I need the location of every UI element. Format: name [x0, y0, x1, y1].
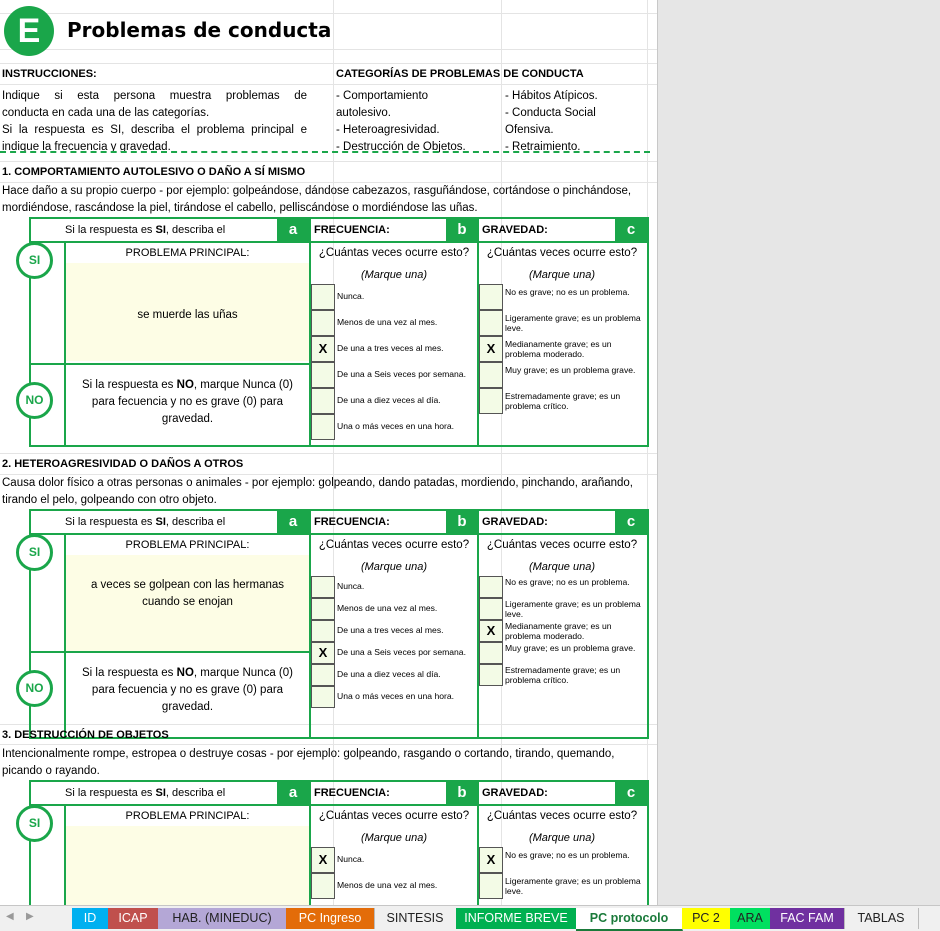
question-box [29, 780, 649, 905]
si-prompt [65, 516, 225, 529]
instructions-heading: INSTRUCCIONES: [2, 68, 97, 80]
sheet-tab[interactable]: TABLAS [844, 908, 919, 929]
frequency-hint: (Marque una) [360, 269, 428, 281]
dashed-divider [0, 151, 650, 153]
no-instructions-line: gravedad. [161, 701, 214, 713]
frequency-heading: FRECUENCIA: [314, 224, 390, 236]
frequency-checkbox[interactable] [311, 388, 335, 414]
frequency-checkbox[interactable] [311, 310, 335, 336]
frequency-checkbox[interactable] [311, 686, 335, 708]
no-text-bold: NO [176, 379, 194, 391]
column-letter-a: a [277, 511, 309, 533]
frequency-question: ¿Cuántas veces ocurre esto? [318, 247, 470, 259]
sheet-tab[interactable]: PC 2 [682, 908, 731, 929]
severity-checkbox[interactable] [479, 388, 503, 414]
frequency-checkbox[interactable]: X [311, 642, 335, 664]
question-box [29, 217, 649, 447]
frequency-option: Una o más veces en una hora. [337, 691, 455, 701]
severity-checkbox[interactable] [479, 310, 503, 336]
frequency-option: De una a tres veces al mes. [337, 625, 444, 635]
frequency-option: De una a tres veces al mes. [337, 343, 444, 353]
si-prompt-text: Si la respuesta es [65, 787, 153, 799]
severity-checkbox[interactable] [479, 642, 503, 664]
frequency-hint: (Marque una) [360, 561, 428, 573]
si-prompt-tail: , describa el [165, 787, 226, 799]
categories-heading: CATEGORÍAS DE PROBLEMAS DE CONDUCTA [336, 68, 584, 80]
si-prompt-bold: SI [155, 224, 166, 236]
frequency-question: ¿Cuántas veces ocurre esto? [318, 810, 470, 822]
severity-question: ¿Cuántas veces ocurre esto? [486, 539, 638, 551]
frequency-option: Una o más veces en una hora. [337, 421, 455, 431]
severity-option: Medianamente grave; es un problema moderado. [505, 621, 612, 641]
si-circle: SI [16, 805, 53, 842]
column-letter-b: b [446, 511, 478, 533]
category-item: - Comportamiento [336, 90, 429, 102]
severity-checkbox[interactable] [479, 873, 503, 899]
severity-hint: (Marque una) [528, 561, 596, 573]
no-instructions [66, 377, 309, 428]
si-prompt-tail: , describa el [165, 224, 226, 236]
frequency-heading: FRECUENCIA: [314, 516, 390, 528]
no-text: Si la respuesta es [82, 667, 174, 679]
sheet-tab[interactable]: ID [72, 908, 109, 929]
frequency-option: Nunca. [337, 854, 365, 864]
column-letter-c: c [615, 511, 647, 533]
sheet-tab[interactable]: ARA [730, 908, 771, 929]
severity-option: Ligeramente grave; es un problema leve. [505, 599, 641, 619]
severity-checkbox[interactable] [479, 362, 503, 388]
sheet-tab[interactable]: FAC FAM [770, 908, 845, 929]
frequency-option: De una a Seis veces por semana. [337, 369, 466, 379]
frequency-checkbox[interactable] [311, 576, 335, 598]
severity-heading: GRAVEDAD: [482, 516, 548, 528]
instructions-line: conducta en cada una de las categorías. [2, 107, 210, 119]
no-text: , marque Nunca (0) [193, 667, 293, 679]
severity-checkbox[interactable] [479, 598, 503, 620]
no-instructions-line: para fecuencia y no es grave (0) para [91, 684, 284, 696]
severity-option: Estremadamente grave; es un problema crítico. [505, 665, 621, 685]
severity-checkbox[interactable] [479, 576, 503, 598]
frequency-option: De una a Seis veces por semana. [337, 647, 466, 657]
main-problem-input[interactable] [66, 826, 309, 905]
category-item: Ofensiva. [505, 124, 554, 136]
frequency-option: Menos de una vez al mes. [337, 317, 438, 327]
section-letter-badge: E [4, 6, 54, 56]
no-instructions-line [66, 665, 309, 682]
severity-hint: (Marque una) [528, 269, 596, 281]
severity-option: Ligeramente grave; es un problema leve. [505, 876, 641, 896]
frequency-checkbox[interactable]: X [311, 847, 335, 873]
severity-option: No es grave; no es un problema. [505, 287, 630, 297]
severity-option: Muy grave; es un problema grave. [505, 365, 636, 375]
frequency-checkbox[interactable] [311, 620, 335, 642]
frequency-option: Nunca. [337, 581, 365, 591]
frequency-checkbox[interactable] [311, 598, 335, 620]
category-item: - Retraimiento. [505, 141, 581, 153]
severity-checkbox[interactable] [479, 664, 503, 686]
category-item: - Heteroagresividad. [336, 124, 440, 136]
sheet-tab[interactable]: SINTESIS [374, 908, 457, 929]
severity-heading: GRAVEDAD: [482, 787, 548, 799]
instructions-line: Indique si esta persona muestra problemas de [2, 90, 307, 102]
severity-option: No es grave; no es un problema. [505, 850, 630, 860]
instructions-line: indique la frecuencia y gravedad. [2, 141, 171, 153]
frequency-option: Nunca. [337, 291, 365, 301]
main-problem-answer: a veces se golpean con las hermanas cuando se enojan [90, 579, 285, 608]
si-prompt-text: Si la respuesta es [65, 224, 153, 236]
column-letter-a: a [277, 782, 309, 804]
main-problem-input[interactable] [66, 263, 309, 361]
frequency-checkbox[interactable] [311, 664, 335, 686]
severity-question: ¿Cuántas veces ocurre esto? [486, 810, 638, 822]
frequency-question: ¿Cuántas veces ocurre esto? [318, 539, 470, 551]
no-instructions-line: para fecuencia y no es grave (0) para [91, 396, 284, 408]
no-circle: NO [16, 382, 53, 419]
column-letter-a: a [277, 219, 309, 241]
main-problem-input[interactable] [66, 555, 309, 653]
frequency-checkbox[interactable] [311, 284, 335, 310]
severity-option: Muy grave; es un problema grave. [505, 643, 636, 653]
frequency-option: De una a diez veces al día. [337, 395, 441, 405]
severity-option: Ligeramente grave; es un problema leve. [505, 313, 641, 333]
column-letter-c: c [615, 219, 647, 241]
main-problem-answer: se muerde las uñas [137, 309, 238, 321]
frequency-checkbox[interactable]: X [311, 336, 335, 362]
section-description: Causa dolor físico a otras personas o animales - por ejemplo: golpeando, dando patadas, mordiendo, pinchando, arañando, tirando el pelo, golpeando con otro objeto. [2, 477, 633, 506]
no-circle: NO [16, 670, 53, 707]
severity-question: ¿Cuántas veces ocurre esto? [486, 247, 638, 259]
problema-principal-label: PROBLEMA PRINCIPAL: [125, 247, 250, 259]
frequency-heading: FRECUENCIA: [314, 787, 390, 799]
instructions-line: Si la respuesta es SI, describa el problema principal e [2, 124, 307, 136]
column-letter-b: b [446, 219, 478, 241]
page-title: Problemas de conducta [67, 18, 332, 42]
category-item: autolesivo. [336, 107, 391, 119]
category-item: - Destrucción de Objetos. [336, 141, 466, 153]
severity-checkbox[interactable]: X [479, 620, 503, 642]
section-title: 3. DESTRUCCIÓN DE OBJETOS [2, 729, 169, 741]
tab-scroll-left-icon[interactable]: ◀ [6, 911, 14, 922]
si-circle: SI [16, 242, 53, 279]
section-description: Hace daño a su propio cuerpo - por ejemplo: golpeándose, dándose cabezazos, rasguñándose, cortándose o pinchándose, mordiéndose, rascándose la piel, tirándose el cabello, pelliscándose o mordiéndose las uñas. [2, 185, 632, 214]
tab-scroll-right-icon[interactable]: ▶ [26, 911, 34, 922]
section-description: Intencionalmente rompe, estropea o destruye cosas - por ejemplo: golpeando, rasgando o cortando, tirando, quemando, picando o rayando. [2, 748, 615, 777]
no-instructions-line: gravedad. [161, 413, 214, 425]
sheet-tab-bar [0, 905, 940, 931]
section-title: 1. COMPORTAMIENTO AUTOLESIVO O DAÑO A SÍ MISMO [2, 166, 306, 178]
no-text: , marque Nunca (0) [193, 379, 293, 391]
no-text: Si la respuesta es [82, 379, 174, 391]
no-text-bold: NO [176, 667, 194, 679]
si-prompt [65, 787, 225, 800]
frequency-checkbox[interactable] [311, 414, 335, 440]
column-letter-b: b [446, 782, 478, 804]
no-instructions [66, 665, 309, 716]
severity-checkbox[interactable] [479, 284, 503, 310]
problema-principal-label: PROBLEMA PRINCIPAL: [125, 539, 250, 551]
frequency-option: Menos de una vez al mes. [337, 603, 438, 613]
sheet-tab[interactable]: PC Ingreso [286, 908, 375, 929]
si-prompt [65, 224, 225, 237]
frequency-option: De una a diez veces al día. [337, 669, 441, 679]
problema-principal-label: PROBLEMA PRINCIPAL: [125, 810, 250, 822]
no-instructions-line [66, 377, 309, 394]
si-prompt-bold: SI [155, 516, 166, 528]
frequency-checkbox[interactable] [311, 362, 335, 388]
question-box [29, 509, 649, 739]
severity-checkbox[interactable]: X [479, 847, 503, 873]
column-letter-c: c [615, 782, 647, 804]
sheet-empty-area [657, 0, 940, 905]
severity-hint: (Marque una) [528, 832, 596, 844]
si-prompt-bold: SI [155, 787, 166, 799]
si-prompt-tail: , describa el [165, 516, 226, 528]
sheet-tab[interactable]: HAB. (MINEDUC) [158, 908, 287, 929]
severity-option: Medianamente grave; es un problema moderado. [505, 339, 612, 359]
sheet-tab[interactable]: PC protocolo [576, 908, 683, 931]
category-item: - Hábitos Atípicos. [505, 90, 598, 102]
si-circle: SI [16, 534, 53, 571]
frequency-checkbox[interactable] [311, 873, 335, 899]
category-item: - Conducta Social [505, 107, 596, 119]
severity-option: Estremadamente grave; es un problema crítico. [505, 391, 621, 411]
frequency-hint: (Marque una) [360, 832, 428, 844]
sheet-tab[interactable]: ICAP [108, 908, 159, 929]
severity-option: No es grave; no es un problema. [505, 577, 630, 587]
frequency-option: Menos de una vez al mes. [337, 880, 438, 890]
section-title: 2. HETEROAGRESIVIDAD O DAÑOS A OTROS [2, 458, 244, 470]
si-prompt-text: Si la respuesta es [65, 516, 153, 528]
severity-heading: GRAVEDAD: [482, 224, 548, 236]
sheet-tab[interactable]: INFORME BREVE [456, 908, 577, 929]
severity-checkbox[interactable]: X [479, 336, 503, 362]
